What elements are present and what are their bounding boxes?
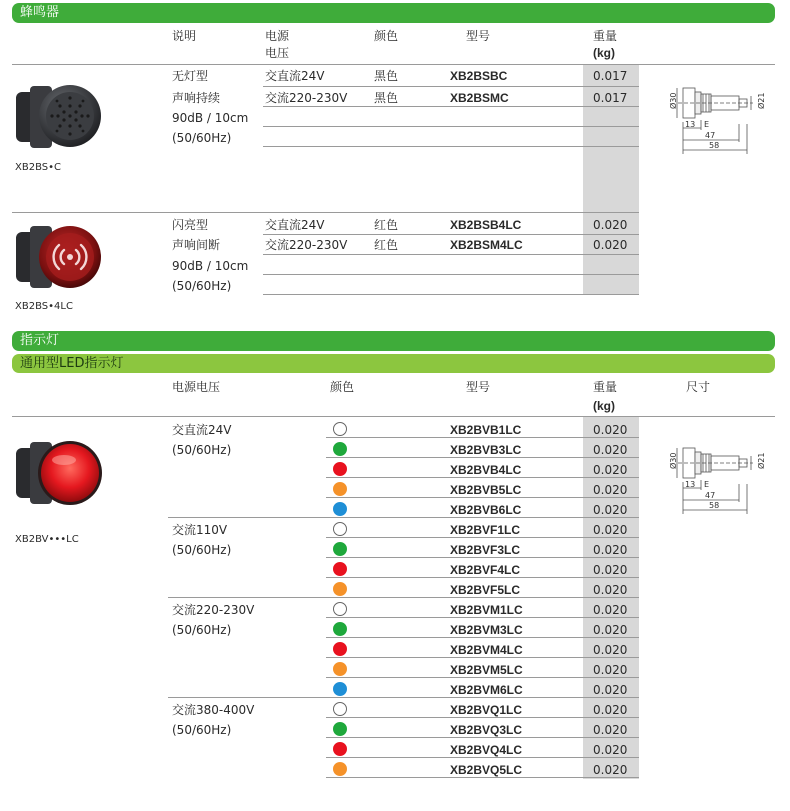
ind-row-model: XB2BVQ5LC (450, 763, 523, 777)
header-color: 颜色 (374, 29, 399, 43)
ind-row-weight: 0.020 (593, 603, 628, 617)
ind-row-model: XB2BVM3LC (450, 623, 523, 637)
ind-row-weight: 0.020 (593, 483, 628, 497)
buzzer-red-desc-2: 声响间断 (172, 238, 221, 252)
ind-group-voltage: 交直流24V (172, 423, 232, 437)
orange-color-dot (333, 482, 347, 496)
indicator-header-divider (12, 416, 775, 417)
buzzer-black-desc-2: 声响持续 (172, 91, 221, 105)
dim-e: E (704, 480, 710, 489)
buzzer-red-product-image (12, 216, 102, 300)
ind-header-size: 尺寸 (686, 380, 711, 394)
row-divider (326, 557, 639, 558)
ind-group-divider (168, 597, 639, 598)
row-divider (326, 737, 639, 738)
ind-row-weight: 0.020 (593, 543, 628, 557)
ind-group-freq: (50/60Hz) (172, 543, 232, 557)
row-divider (326, 677, 639, 678)
ind-group-freq: (50/60Hz) (172, 443, 232, 457)
ind-row-weight: 0.020 (593, 663, 628, 677)
row-divider (263, 126, 639, 127)
orange-color-dot (333, 762, 347, 776)
buzzer-row-voltage: 交直流24V (265, 69, 325, 83)
ind-row-weight: 0.020 (593, 463, 628, 477)
buzzer-group-divider (12, 212, 639, 213)
green-color-dot (333, 722, 347, 736)
ind-row-weight: 0.020 (593, 523, 628, 537)
buzzer-row-weight: 0.017 (593, 91, 628, 105)
green-color-dot (333, 442, 347, 456)
dim-d30: Ø30 (669, 452, 678, 469)
ind-row-weight: 0.020 (593, 683, 628, 697)
buzzer-row-voltage: 交直流24V (265, 218, 325, 232)
row-divider (326, 777, 639, 778)
ind-row-weight: 0.020 (593, 643, 628, 657)
dim-d21: Ø21 (757, 452, 766, 469)
ind-row-model: XB2BVB3LC (450, 443, 522, 457)
green-color-dot (333, 622, 347, 636)
ind-row-weight: 0.020 (593, 723, 628, 737)
row-divider (263, 106, 639, 107)
ind-header-model: 型号 (466, 380, 491, 394)
ind-header-color: 颜色 (330, 380, 355, 394)
header-voltage-line1: 电源 (265, 29, 290, 43)
red-color-dot (333, 742, 347, 756)
ind-group-voltage: 交流110V (172, 523, 228, 537)
row-divider (326, 437, 639, 438)
row-divider (263, 146, 639, 147)
green-color-dot (333, 542, 347, 556)
ind-row-model: XB2BVB4LC (450, 463, 522, 477)
buzzer-header-divider (12, 64, 775, 65)
buzzer-black-desc-3: 90dB / 10cm (172, 111, 249, 125)
ind-row-weight: 0.020 (593, 563, 628, 577)
row-divider (326, 617, 639, 618)
row-divider (326, 457, 639, 458)
buzzer-row-voltage: 交流220-230V (265, 91, 348, 105)
row-divider (263, 234, 639, 235)
row-divider (263, 86, 639, 87)
ind-row-weight: 0.020 (593, 763, 628, 777)
orange-color-dot (333, 582, 347, 596)
ind-row-model: XB2BVB5LC (450, 483, 522, 497)
white-color-dot (333, 602, 347, 616)
dim-47: 47 (705, 131, 716, 140)
ind-row-weight: 0.020 (593, 503, 628, 517)
ind-row-model: XB2BVF3LC (450, 543, 521, 557)
buzzer-section-title: 蜂鸣器 (12, 3, 775, 23)
buzzer-dimension-drawing (663, 84, 771, 158)
buzzer-row-weight: 0.017 (593, 69, 628, 83)
blue-color-dot (333, 682, 347, 696)
ind-row-model: XB2BVM6LC (450, 683, 523, 697)
buzzer-row-model: XB2BSM4LC (450, 238, 523, 252)
buzzer-row-color: 黑色 (374, 91, 399, 105)
header-model: 型号 (466, 29, 491, 43)
buzzer-row-color: 红色 (374, 218, 399, 232)
header-weight-line1: 重量 (593, 29, 618, 43)
buzzer-row-weight: 0.020 (593, 238, 628, 252)
row-divider (326, 717, 639, 718)
orange-color-dot (333, 662, 347, 676)
row-divider (263, 294, 639, 295)
ind-row-model: XB2BVM4LC (450, 643, 523, 657)
white-color-dot (333, 522, 347, 536)
ind-group-voltage: 交流220-230V (172, 603, 255, 617)
dim-d30: Ø30 (669, 92, 678, 109)
header-weight-line2: (kg) (593, 46, 615, 60)
buzzer-red-desc-3: 90dB / 10cm (172, 259, 249, 273)
red-color-dot (333, 562, 347, 576)
dim-13: 13 (685, 120, 696, 129)
indicator-dimension-drawing (663, 444, 771, 518)
buzzer-row-model: XB2BSBC (450, 69, 508, 83)
row-divider (263, 254, 639, 255)
row-divider (326, 537, 639, 538)
dim-58: 58 (709, 141, 720, 150)
ind-row-weight: 0.020 (593, 583, 628, 597)
buzzer-red-image-label: XB2BS•4LC (15, 301, 73, 312)
ind-row-model: XB2BVM1LC (450, 603, 523, 617)
buzzer-row-model: XB2BSB4LC (450, 218, 522, 232)
ind-row-weight: 0.020 (593, 743, 628, 757)
indicator-image-label: XB2BV•••LC (15, 534, 79, 545)
header-desc: 说明 (172, 29, 197, 43)
buzzer-row-model: XB2BSMC (450, 91, 509, 105)
ind-row-weight: 0.020 (593, 703, 628, 717)
ind-header-voltage: 电源电压 (172, 380, 221, 394)
dim-13: 13 (685, 480, 696, 489)
ind-header-weight-line2: (kg) (593, 399, 615, 413)
ind-group-divider (168, 697, 639, 698)
buzzer-black-desc-1: 无灯型 (172, 69, 209, 83)
buzzer-row-voltage: 交流220-230V (265, 238, 348, 252)
buzzer-red-desc-4: (50/60Hz) (172, 279, 232, 293)
buzzer-row-color: 黑色 (374, 69, 399, 83)
ind-row-model: XB2BVM5LC (450, 663, 523, 677)
indicator-red-product-image (12, 430, 104, 520)
ind-group-freq: (50/60Hz) (172, 623, 232, 637)
blue-color-dot (333, 502, 347, 516)
ind-row-model: XB2BVQ1LC (450, 703, 523, 717)
header-voltage-line2: 电压 (265, 46, 290, 60)
dim-e: E (704, 120, 710, 129)
row-divider (326, 657, 639, 658)
white-color-dot (333, 422, 347, 436)
dim-47: 47 (705, 491, 716, 500)
red-color-dot (333, 642, 347, 656)
ind-row-model: XB2BVQ3LC (450, 723, 523, 737)
buzzer-black-desc-4: (50/60Hz) (172, 131, 232, 145)
ind-row-model: XB2BVB6LC (450, 503, 522, 517)
red-color-dot (333, 462, 347, 476)
ind-group-freq: (50/60Hz) (172, 723, 232, 737)
ind-row-model: XB2BVQ4LC (450, 743, 523, 757)
row-divider (326, 477, 639, 478)
ind-row-weight: 0.020 (593, 623, 628, 637)
ind-row-model: XB2BVB1LC (450, 423, 522, 437)
ind-row-model: XB2BVF1LC (450, 523, 521, 537)
dim-d21: Ø21 (757, 92, 766, 109)
indicator-section-title: 指示灯 (12, 331, 775, 351)
dim-58: 58 (709, 501, 720, 510)
ind-group-divider (168, 517, 639, 518)
ind-row-weight: 0.020 (593, 423, 628, 437)
buzzer-row-color: 红色 (374, 238, 399, 252)
buzzer-row-weight: 0.020 (593, 218, 628, 232)
row-divider (326, 577, 639, 578)
ind-row-weight: 0.020 (593, 443, 628, 457)
white-color-dot (333, 702, 347, 716)
ind-row-model: XB2BVF5LC (450, 583, 521, 597)
row-divider (326, 497, 639, 498)
buzzer-black-product-image (12, 74, 102, 160)
row-divider (326, 637, 639, 638)
ind-group-voltage: 交流380-400V (172, 703, 255, 717)
ind-header-weight-line1: 重量 (593, 380, 618, 394)
indicator-subsection-title: 通用型LED指示灯 (12, 354, 775, 373)
row-divider (326, 757, 639, 758)
buzzer-red-desc-1: 闪亮型 (172, 218, 209, 232)
row-divider (263, 274, 639, 275)
buzzer-black-image-label: XB2BS•C (15, 162, 61, 173)
ind-row-model: XB2BVF4LC (450, 563, 521, 577)
